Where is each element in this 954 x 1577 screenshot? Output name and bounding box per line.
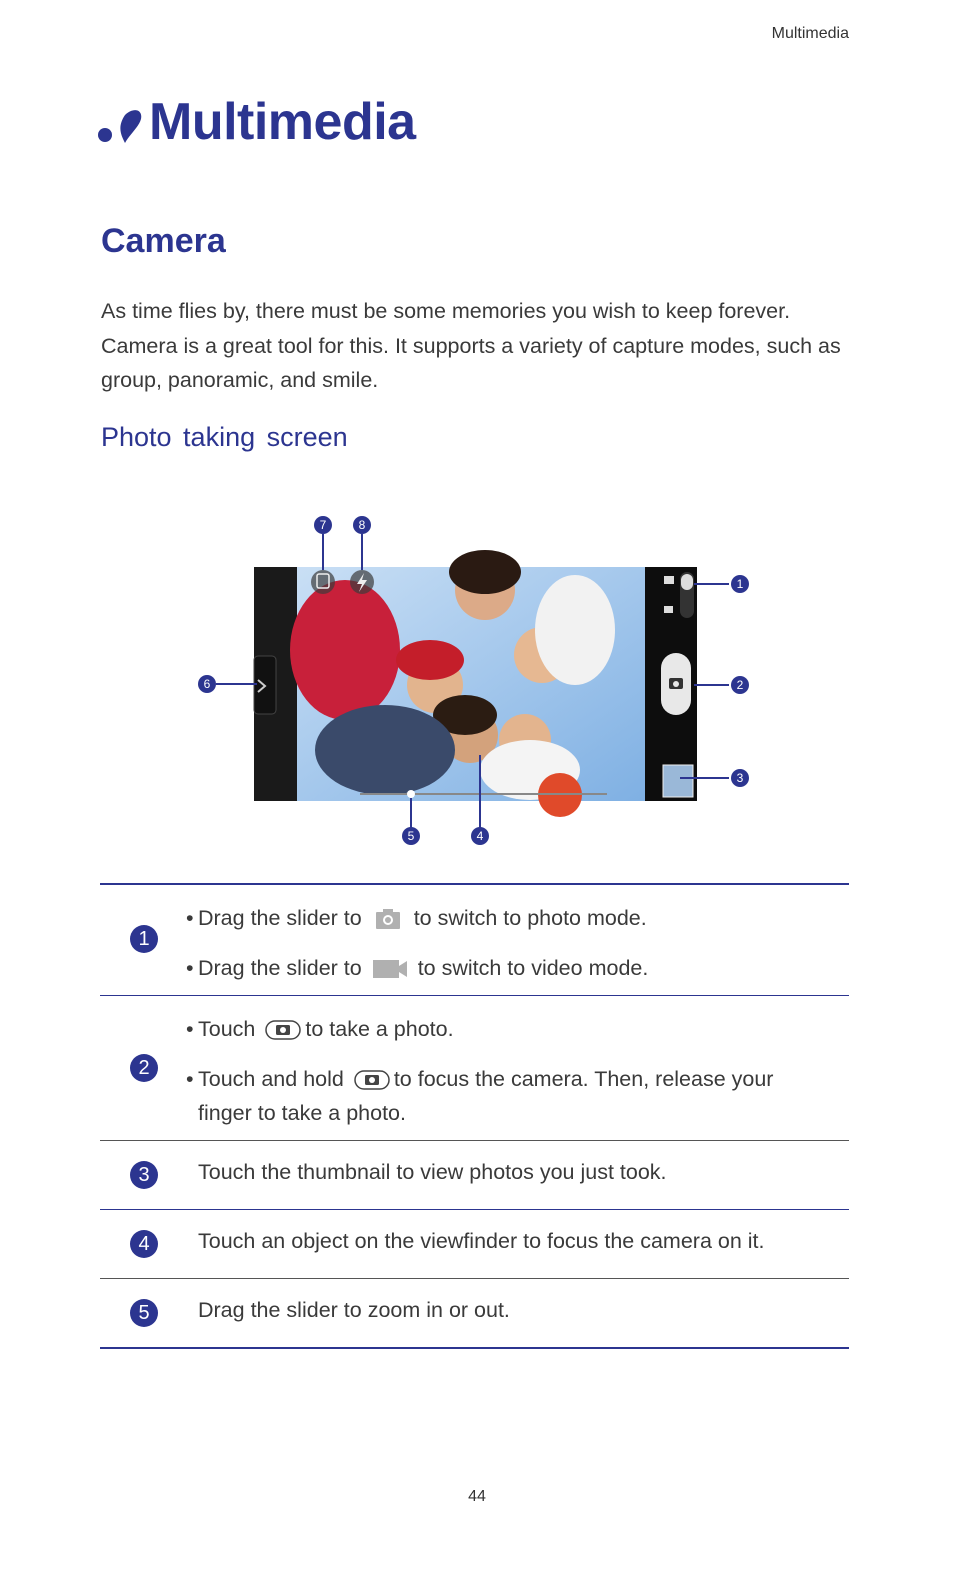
intro-paragraph: As time flies by, there must be some memories you wish to keep forever. Camera is a great tool for this. It supports a variety of capture modes, such as group, panoramic, and smile.: [101, 299, 841, 392]
photo-mode-small-icon: [664, 576, 674, 584]
chapter-drop-icon: [95, 97, 145, 147]
table-row: [100, 1210, 849, 1279]
svg-text:1: 1: [736, 577, 744, 591]
callout-badge-3: [731, 769, 749, 787]
svg-text:7: 7: [319, 518, 327, 532]
svg-text:3: 3: [736, 771, 744, 785]
callout-badge-6: [198, 675, 216, 693]
photo-mode-icon: [372, 907, 404, 931]
svg-text:8: 8: [358, 518, 366, 532]
svg-text:4: 4: [476, 829, 484, 843]
shutter-icon: [265, 1019, 301, 1041]
page-number: 44: [468, 1488, 486, 1505]
description-table: [100, 883, 849, 1349]
row-number-badge: 1: [130, 925, 158, 953]
callout-badge-8: [353, 516, 371, 534]
table-row: [100, 1141, 849, 1210]
callout-badge-7: [314, 516, 332, 534]
svg-text:6: 6: [203, 677, 211, 691]
chapter-heading: [95, 92, 416, 152]
list-item: • Touch to take a photo.: [186, 1017, 454, 1041]
shutter-icon: [354, 1069, 390, 1091]
row-content: [186, 885, 849, 985]
section-title: Camera: [101, 222, 226, 260]
row-text: Touch the thumbnail to view photos you just took.: [198, 1160, 667, 1184]
row-text: Drag the slider to zoom in or out.: [198, 1298, 510, 1322]
table-row: [100, 996, 849, 1141]
callout-badge-5: [402, 827, 420, 845]
svg-text:2: 2: [736, 678, 744, 692]
svg-text:5: 5: [407, 829, 415, 843]
running-head: Multimedia: [771, 25, 849, 42]
list-item: • Drag the slider to to switch to photo mode.: [186, 906, 647, 930]
video-mode-icon: [372, 958, 408, 980]
camera-screen-figure: [195, 510, 765, 855]
zoom-slider-handle[interactable]: [407, 790, 415, 798]
row-content: [186, 996, 849, 1130]
row-number-badge: 2: [130, 1054, 158, 1082]
row-text: Touch an object on the viewfinder to focus the camera on it.: [198, 1229, 765, 1253]
callout-badge-4: [471, 827, 489, 845]
table-row: [100, 883, 849, 996]
list-item: • Touch and hold to focus the camera. Then, release your finger to take a photo.: [186, 1067, 774, 1125]
row-number-badge: 3: [130, 1161, 158, 1189]
callout-badge-2: [731, 676, 749, 694]
chapter-title: Multimedia: [149, 93, 416, 151]
row-number-badge: 4: [130, 1230, 158, 1258]
video-mode-small-icon: [664, 606, 673, 613]
row-number-badge: 5: [130, 1299, 158, 1327]
list-item: • Drag the slider to to switch to video mode.: [186, 956, 649, 980]
thumbnail[interactable]: [663, 765, 693, 797]
callout-badge-1: [731, 575, 749, 593]
table-row: [100, 1279, 849, 1349]
subsection-title: Photo taking screen: [101, 422, 348, 452]
